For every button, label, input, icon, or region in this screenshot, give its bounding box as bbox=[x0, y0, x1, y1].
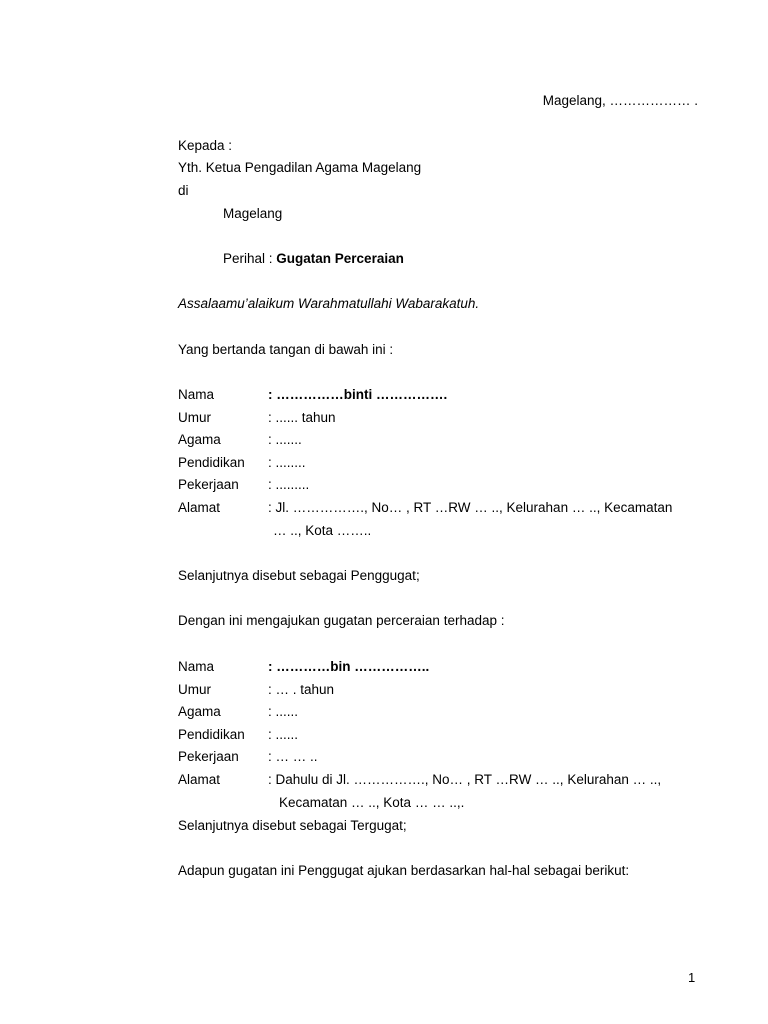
field-value: : ...... tahun bbox=[268, 410, 336, 425]
field-value: : ......... bbox=[268, 477, 310, 492]
field-label: Alamat bbox=[178, 772, 221, 787]
field-label: Nama bbox=[178, 659, 215, 674]
subject-label: Perihal : bbox=[223, 251, 277, 266]
field-label: Umur bbox=[178, 410, 211, 425]
field-value: : …………bin …………….. bbox=[268, 659, 430, 674]
tergugat-alamat-continued: Kecamatan … .., Kota … … ..,. bbox=[279, 795, 465, 810]
field-value: : ........ bbox=[268, 455, 306, 470]
greeting: Assalaamu’alaikum Warahmatullahi Wabarakatuh. bbox=[178, 296, 480, 311]
field-label: Pekerjaan bbox=[178, 749, 239, 764]
field-value: : ...... bbox=[268, 727, 299, 742]
intro-text: Yang bertanda tangan di bawah ini : bbox=[178, 342, 394, 357]
field-value: : ...... bbox=[268, 704, 299, 719]
field-label: Agama bbox=[178, 432, 221, 447]
field-label: Umur bbox=[178, 682, 211, 697]
transition-text: Dengan ini mengajukan gugatan perceraian terhadap : bbox=[178, 613, 505, 628]
addressee-di: di bbox=[178, 183, 189, 198]
page-number: 1 bbox=[688, 970, 696, 985]
field-value: : ……………binti ……………. bbox=[268, 387, 448, 402]
addressee-city: Magelang bbox=[223, 206, 283, 221]
field-label: Agama bbox=[178, 704, 221, 719]
penggugat-alamat-continued: … .., Kota …….. bbox=[273, 523, 372, 538]
subject-value: Gugatan Perceraian bbox=[276, 251, 404, 266]
kepada-label: Kepada : bbox=[178, 138, 233, 153]
field-value: : … … .. bbox=[268, 749, 318, 764]
tergugat-closing: Selanjutnya disebut sebagai Tergugat; bbox=[178, 818, 407, 833]
field-label: Nama bbox=[178, 387, 215, 402]
field-label: Pendidikan bbox=[178, 455, 245, 470]
field-value: : Dahulu di Jl. ……………., No… , RT …RW … .., Kelurahan … .., bbox=[268, 772, 662, 787]
addressee-title: Yth. Ketua Pengadilan Agama Magelang bbox=[178, 160, 422, 175]
basis-text: Adapun gugatan ini Penggugat ajukan berdasarkan hal-hal sebagai berikut: bbox=[178, 863, 630, 878]
penggugat-closing: Selanjutnya disebut sebagai Penggugat; bbox=[178, 568, 420, 583]
subject-line bbox=[223, 250, 404, 268]
field-value: : Jl. ……………., No… , RT …RW … .., Kelurahan … .., Kecamatan bbox=[268, 500, 673, 515]
field-value: : … . tahun bbox=[268, 682, 335, 697]
field-label: Pendidikan bbox=[178, 727, 245, 742]
field-value: : ....... bbox=[268, 432, 302, 447]
date-line: Magelang, ……………… . bbox=[542, 93, 698, 108]
field-label: Pekerjaan bbox=[178, 477, 239, 492]
field-label: Alamat bbox=[178, 500, 221, 515]
